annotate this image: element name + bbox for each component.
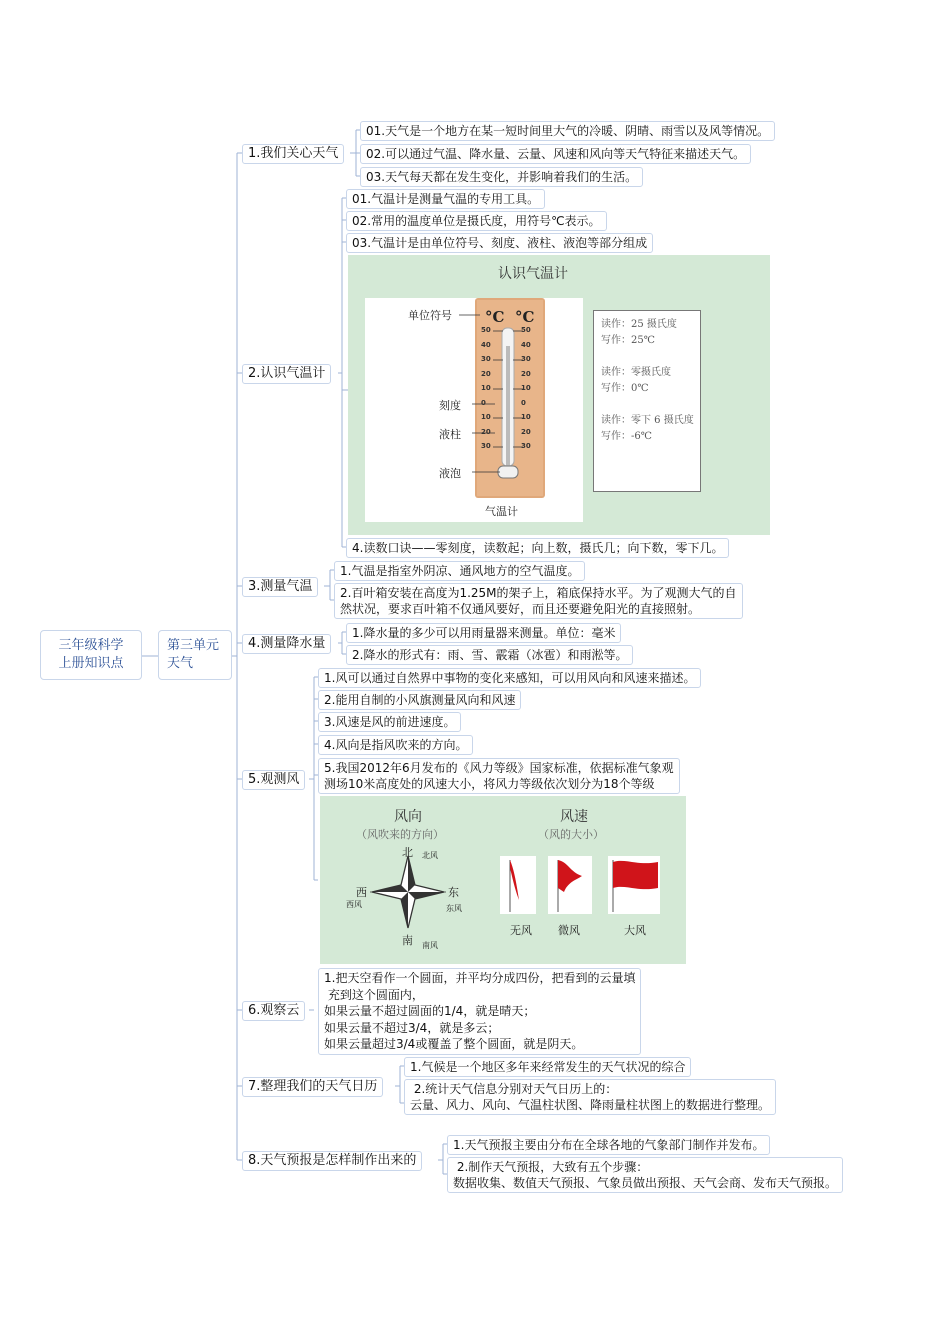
thermometer-tick-label: 10	[521, 384, 531, 392]
thermometer-tick-label: 30	[521, 442, 531, 450]
unit-node[interactable]	[158, 630, 232, 680]
b6-item-1[interactable]: 1.把天空看作一个圆面，并平均分成四份，把看到的云量填 充到这个圆面内， 如果云量不超过圆面的1/4，就是晴天； 如果云量不超过3/4，就是多云； 如果云量超过3/4或覆盖了整个圆面，就是阴天。	[318, 968, 641, 1055]
thermometer-panel	[348, 255, 770, 535]
b3-item-1[interactable]: 1.气温是指室外阴凉、通风地方的空气温度。	[334, 561, 585, 581]
b5-item-4[interactable]: 4.风向是指风吹来的方向。	[318, 735, 473, 755]
thermometer-tick-label: 10	[481, 384, 491, 392]
flag-strong-wind-icon	[608, 856, 660, 914]
thermometer-tick-label: 20	[481, 427, 491, 436]
thermometer-tick-label: 50	[521, 326, 531, 334]
branch-6-label[interactable]: 6.观察云	[242, 1001, 305, 1021]
thermometer-tick-label: 30	[521, 355, 531, 363]
b1-item-1[interactable]: 01.天气是一个地方在某一短时间里大气的冷暖、阴晴、雨雪以及风等情况。	[360, 121, 775, 141]
b4-item-2[interactable]: 2.降水的形式有：雨、雪、霰霜（冰雹）和雨淞等。	[346, 645, 633, 665]
flag-strong-wind-label: 大风	[624, 924, 646, 937]
compass-north-wind: 北风	[422, 851, 438, 860]
label-column: 液柱	[439, 428, 461, 441]
b7-item-1[interactable]: 1.气候是一个地区多年来经常发生的天气状况的综合	[404, 1057, 691, 1077]
thermometer-readings: 读作：25 摄氏度 写作：25℃ 读作：零摄氏度 写作：0℃ 读作：零下 6 摄氏度 写作：-6℃	[593, 310, 701, 492]
branch-5-label[interactable]: 5.观测风	[242, 770, 305, 790]
b2-item-2[interactable]: 02.常用的温度单位是摄氏度，用符号℃表示。	[346, 211, 607, 231]
b8-item-2[interactable]: 2.制作天气预报，大致有五个步骤： 数据收集、数值天气预报、气象员做出预报、天气会商、发布天气预报。	[447, 1157, 843, 1193]
branch-4-label[interactable]: 4.测量降水量	[242, 634, 331, 654]
unit-line1: 第三单元	[167, 638, 220, 653]
b5-item-2[interactable]: 2.能用自制的小风旗测量风向和风速	[318, 690, 521, 710]
b5-item-3[interactable]: 3.风速是风的前进速度。	[318, 712, 461, 732]
thermometer-caption: 气温计	[485, 505, 518, 518]
compass-south: 南	[402, 934, 413, 947]
flag-light-breeze-icon	[548, 856, 592, 914]
b5-item-1[interactable]: 1.风可以通过自然界中事物的变化来感知，可以用风向和风速来描述。	[318, 668, 701, 688]
thermometer-card	[365, 298, 583, 522]
thermometer-unit-symbol-right: °C	[515, 308, 535, 326]
root-line1: 三年级科学	[58, 638, 124, 653]
b5-item-5[interactable]: 5.我国2012年6月发布的《风力等级》国家标准，依据标准气象观 测场10米高度处的风速大小，将风力等级依次划分为18个等级	[318, 758, 680, 794]
wind-drawing	[320, 796, 686, 964]
thermometer-tick-label: 10	[481, 413, 491, 421]
compass-south-wind: 南风	[422, 941, 438, 950]
compass-west: 西	[356, 886, 367, 899]
label-unit-symbol: 单位符号	[408, 309, 452, 322]
wind-speed-title: 风速	[560, 809, 588, 825]
thermometer-tick-label: 20	[481, 369, 491, 378]
thermometer-tick-label: 30	[481, 442, 491, 450]
root-node[interactable]	[40, 630, 142, 680]
flag-calm-label: 无风	[510, 924, 532, 937]
branch-8-label[interactable]: 8.天气预报是怎样制作出来的	[242, 1151, 422, 1171]
b4-item-1[interactable]: 1.降水量的多少可以用雨量器来测量。单位：毫米	[346, 623, 621, 643]
branch-2-label[interactable]: 2.认识气温计	[242, 364, 331, 384]
unit-line2: 天气	[167, 656, 194, 671]
b2-item-3[interactable]: 03.气温计是由单位符号、刻度、液柱、液泡等部分组成	[346, 233, 653, 253]
thermometer-tick-label: 40	[521, 340, 531, 349]
branch-3-label[interactable]: 3.测量气温	[242, 577, 318, 597]
thermometer-tick-label: 0	[481, 398, 486, 407]
thermometer-tick-label: 0	[521, 398, 526, 407]
wind-panel	[320, 796, 686, 964]
b7-item-2[interactable]: 2.统计天气信息分别对天气日历上的： 云量、风力、风向、气温柱状图、降雨量柱状图上的数据进行整理。	[404, 1079, 776, 1115]
thermometer-tick-label: 20	[521, 427, 531, 436]
b2-item-4[interactable]: 4.读数口诀——零刻度，读数起；向上数，摄氏几；向下数，零下几。	[346, 538, 729, 558]
flag-calm-icon	[500, 856, 536, 914]
thermometer-unit-symbol-left: °C	[485, 308, 505, 326]
wind-direction-title: 风向	[394, 809, 422, 825]
compass-east: 东	[448, 886, 459, 899]
branch-7-label[interactable]: 7.整理我们的天气日历	[242, 1077, 383, 1097]
b1-item-3[interactable]: 03.天气每天都在发生变化，并影响着我们的生活。	[360, 167, 643, 187]
thermometer-tick-label: 20	[521, 369, 531, 378]
b8-item-1[interactable]: 1.天气预报主要由分布在全球各地的气象部门制作并发布。	[447, 1135, 770, 1155]
thermometer-panel-title: 认识气温计	[498, 266, 568, 282]
b1-item-2[interactable]: 02.可以通过气温、降水量、云量、风速和风向等天气特征来描述天气。	[360, 144, 751, 164]
thermometer-tick-label: 30	[481, 355, 491, 363]
compass-west-wind: 西风	[346, 900, 362, 909]
thermometer-tick-label: 50	[481, 326, 491, 334]
label-scale: 刻度	[439, 399, 461, 412]
compass-icon	[370, 856, 446, 928]
thermometer-tick-label: 40	[481, 340, 491, 349]
wind-speed-subtitle: （风的大小）	[538, 828, 604, 841]
branch-1-label[interactable]: 1.我们关心天气	[242, 144, 344, 164]
root-line2: 上册知识点	[58, 656, 124, 671]
compass-north: 北	[402, 846, 413, 859]
thermometer-tick-label: 10	[521, 413, 531, 421]
thermometer-drawing	[365, 298, 583, 522]
flag-light-breeze-label: 微风	[558, 924, 580, 937]
b3-item-2[interactable]: 2.百叶箱安装在高度为1.25M的架子上，箱底保持水平。为了观测大气的自 然状况，要求百叶箱不仅通风要好，而且还要避免阳光的直接照射。	[334, 583, 743, 619]
compass-east-wind: 东风	[446, 904, 462, 913]
label-bulb: 液泡	[439, 467, 461, 480]
wind-direction-subtitle: （风吹来的方向）	[356, 828, 444, 841]
b2-item-1[interactable]: 01.气温计是测量气温的专用工具。	[346, 189, 545, 209]
